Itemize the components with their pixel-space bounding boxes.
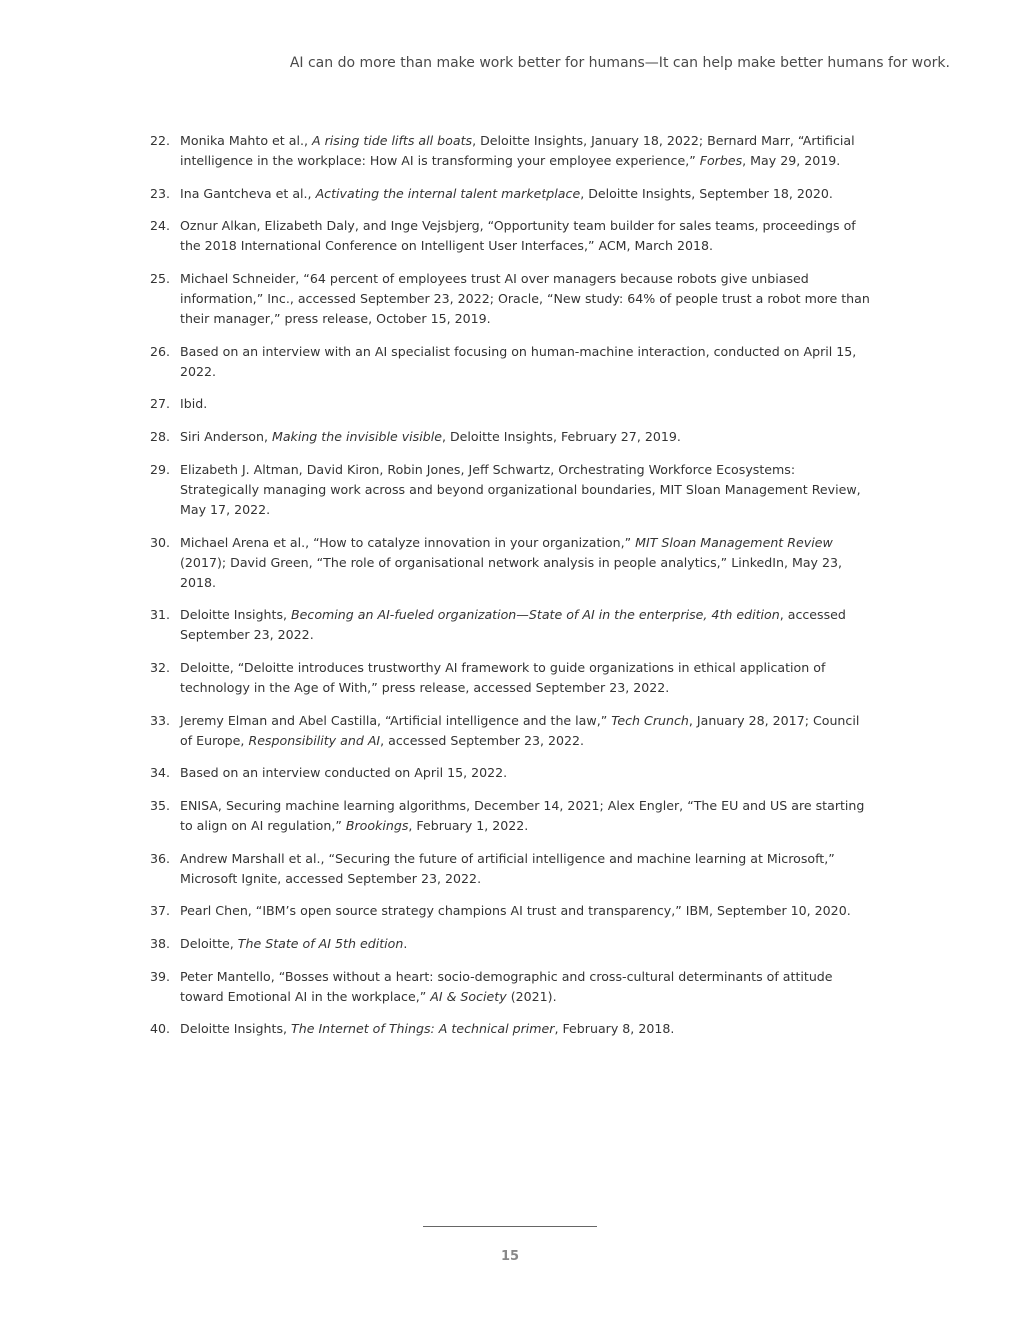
- endnote-item: [150, 1019, 875, 1039]
- endnote-text-segment: Peter Mantello, “Bosses without a heart: socio-demographic and cross-cultural determinants of attitude toward Emotional AI in the workplace,”: [180, 968, 833, 1004]
- endnote-title-italic: Responsibility and AI: [248, 732, 381, 748]
- endnote-text: [180, 713, 859, 748]
- endnote-item: [150, 901, 875, 921]
- endnote-text: [180, 798, 864, 833]
- endnote-title-italic: The Internet of Things: A technical primer: [291, 1021, 555, 1037]
- endnote-text: [180, 429, 681, 444]
- endnote-title-italic: Making the invisible visible: [271, 429, 442, 445]
- endnote-text-segment: , accessed September 23, 2022.: [380, 732, 585, 748]
- endnote-item: [150, 658, 875, 698]
- endnote-item: [150, 605, 875, 645]
- endnote-item: [150, 131, 875, 171]
- endnote-text: [180, 903, 851, 918]
- endnote-text-segment: Elizabeth J. Altman, David Kiron, Robin Jones, Jeff Schwartz, Orchestrating Workforce Ecosystems: Strategically managing work across and beyond organizational boundaries, MIT Sloan Management Review, May 17, 2022.: [180, 461, 861, 517]
- endnote-title-italic: A rising tide lifts all boats: [311, 133, 473, 148]
- endnote-text-segment: , January 28, 2017; Council of Europe,: [180, 712, 860, 748]
- endnote-text: [180, 186, 833, 201]
- endnote-text-segment: , May 29, 2019.: [742, 153, 841, 168]
- endnote-title-italic: MIT Sloan Management Review: [635, 534, 833, 550]
- endnote-number: 24.: [150, 218, 171, 234]
- endnote-title-italic: Becoming an AI-fueled organization—State of AI in the enterprise, 4th edition: [291, 607, 780, 623]
- endnote-number: 26.: [150, 343, 171, 359]
- endnote-item: [150, 796, 875, 836]
- endnote-item: [150, 394, 875, 414]
- endnote-text-segment: (2021).: [506, 988, 557, 1004]
- endnote-text-segment: Michael Arena et al., “How to catalyze innovation in your organization,”: [180, 534, 636, 550]
- endnote-text: [180, 607, 846, 642]
- endnote-text-segment: , Deloitte Insights, February 27, 2019.: [441, 429, 681, 445]
- endnote-text-segment: Deloitte,: [180, 936, 238, 951]
- page-number: 15: [500, 1249, 520, 1264]
- endnote-text-segment: Based on an interview with an AI specialist focusing on human-machine interaction, conducted on April 15, 2022.: [180, 343, 857, 379]
- endnote-text: [180, 462, 861, 517]
- endnote-title-italic: The State of AI 5th edition: [237, 936, 404, 951]
- endnotes-list: [150, 131, 875, 1052]
- endnote-text: [180, 936, 407, 951]
- endnote-number: 30.: [150, 534, 171, 550]
- endnote-number: 38.: [150, 936, 171, 951]
- endnote-item: [150, 269, 875, 329]
- endnote-text: [180, 535, 842, 590]
- endnote-number: 40.: [150, 1021, 171, 1037]
- endnote-text-segment: Oznur Alkan, Elizabeth Daly, and Inge Vejsbjerg, “Opportunity team builder for sales teams, proceedings of the 2018 International Conference on Intelligent User Interfaces,” ACM, March 2018.: [180, 218, 856, 254]
- endnote-text-segment: Ibid.: [180, 396, 208, 412]
- endnote-text-segment: , Deloitte Insights, September 18, 2020.: [580, 185, 833, 201]
- endnote-item: [150, 342, 875, 382]
- endnote-text: [180, 218, 856, 253]
- endnote-title-italic: AI & Society: [430, 988, 507, 1004]
- endnote-text-segment: (2017); David Green, “The role of organisational network analysis in people analytics,” LinkedIn, May 23, 2018.: [180, 554, 843, 590]
- endnote-item: [150, 763, 875, 783]
- endnote-title-italic: Tech Crunch: [611, 712, 689, 728]
- endnote-text-segment: .: [403, 936, 408, 951]
- endnote-text-segment: Monika Mahto et al.,: [180, 133, 312, 148]
- footer-divider: [423, 1226, 597, 1227]
- endnote-text-segment: Pearl Chen, “IBM’s open source strategy champions AI trust and transparency,” IBM, September 10, 2020.: [180, 903, 851, 919]
- endnote-item: [150, 427, 875, 447]
- endnote-text-segment: Deloitte Insights,: [180, 607, 292, 623]
- endnote-title-italic: Forbes: [699, 153, 743, 168]
- endnote-text-segment: , Deloitte Insights, January 18, 2022; Bernard Marr, “Artificial intelligence in the workplace: How AI is transforming your employee experience,”: [180, 133, 855, 168]
- endnote-text-segment: Andrew Marshall et al., “Securing the future of artificial intelligence and machine learning at Microsoft,” Microsoft Ignite, accessed September 23, 2022.: [180, 850, 835, 886]
- running-header: AI can do more than make work better for humans—It can help make better humans for work.: [289, 55, 950, 71]
- endnote-title-italic: Brookings: [345, 817, 409, 833]
- endnote-text-segment: Deloitte, “Deloitte introduces trustworthy AI framework to guide organizations in ethical application of technology in the Age of With,” press release, accessed September 23, 2022.: [180, 659, 826, 695]
- endnote-title-italic: Activating the internal talent marketplace: [315, 185, 581, 201]
- endnote-item: [150, 967, 875, 1007]
- endnote-number: 32.: [150, 659, 171, 675]
- endnote-number: 37.: [150, 903, 171, 919]
- endnote-text: [180, 660, 825, 695]
- endnote-number: 31.: [150, 607, 171, 623]
- endnote-text: [180, 344, 856, 379]
- endnote-text-segment: Jeremy Elman and Abel Castilla, “Artificial intelligence and the law,”: [180, 712, 612, 728]
- endnote-text-segment: , February 1, 2022.: [408, 817, 529, 833]
- endnote-text: [180, 969, 833, 1004]
- endnote-text: [180, 396, 207, 411]
- endnote-text-segment: , accessed September 23, 2022.: [180, 607, 846, 643]
- endnote-number: 27.: [150, 396, 171, 412]
- endnote-text-segment: Ina Gantcheva et al.,: [180, 185, 316, 201]
- endnote-text-segment: Michael Schneider, “64 percent of employees trust AI over managers because robots give unbiased information,” Inc., accessed September 23, 2022; Oracle, “New study: 64% of people trust a robot more than their manager,” press release, October 15, 2019.: [180, 271, 870, 327]
- endnote-text-segment: , February 8, 2018.: [554, 1021, 675, 1037]
- endnote-item: [150, 184, 875, 204]
- endnote-number: 33.: [150, 712, 171, 728]
- endnote-text-segment: Based on an interview conducted on April 15, 2022.: [180, 765, 508, 781]
- endnote-number: 28.: [150, 429, 171, 445]
- endnote-number: 23.: [150, 185, 171, 201]
- endnote-item: [150, 934, 875, 954]
- endnote-text-segment: ENISA, Securing machine learning algorithms, December 14, 2021; Alex Engler, “The EU and US are starting to align on AI regulation,”: [180, 797, 865, 833]
- endnote-number: 36.: [150, 850, 171, 866]
- endnote-item: [150, 460, 875, 520]
- endnote-text: [180, 271, 870, 326]
- endnote-item: [150, 216, 875, 256]
- endnote-text-segment: Siri Anderson,: [180, 429, 272, 445]
- endnote-text: [180, 851, 835, 886]
- endnote-text-segment: Deloitte Insights,: [180, 1021, 292, 1037]
- endnote-text: [180, 133, 855, 168]
- endnote-item: [150, 533, 875, 593]
- endnote-item: [150, 849, 875, 889]
- endnote-number: 29.: [150, 461, 171, 477]
- endnote-item: [150, 711, 875, 751]
- endnote-text: [180, 1021, 674, 1036]
- endnote-text: [180, 765, 507, 780]
- endnote-number: 39.: [150, 968, 171, 984]
- endnote-number: 22.: [150, 133, 171, 148]
- endnote-number: 25.: [150, 271, 171, 287]
- endnote-number: 34.: [150, 765, 171, 781]
- endnote-number: 35.: [150, 797, 171, 813]
